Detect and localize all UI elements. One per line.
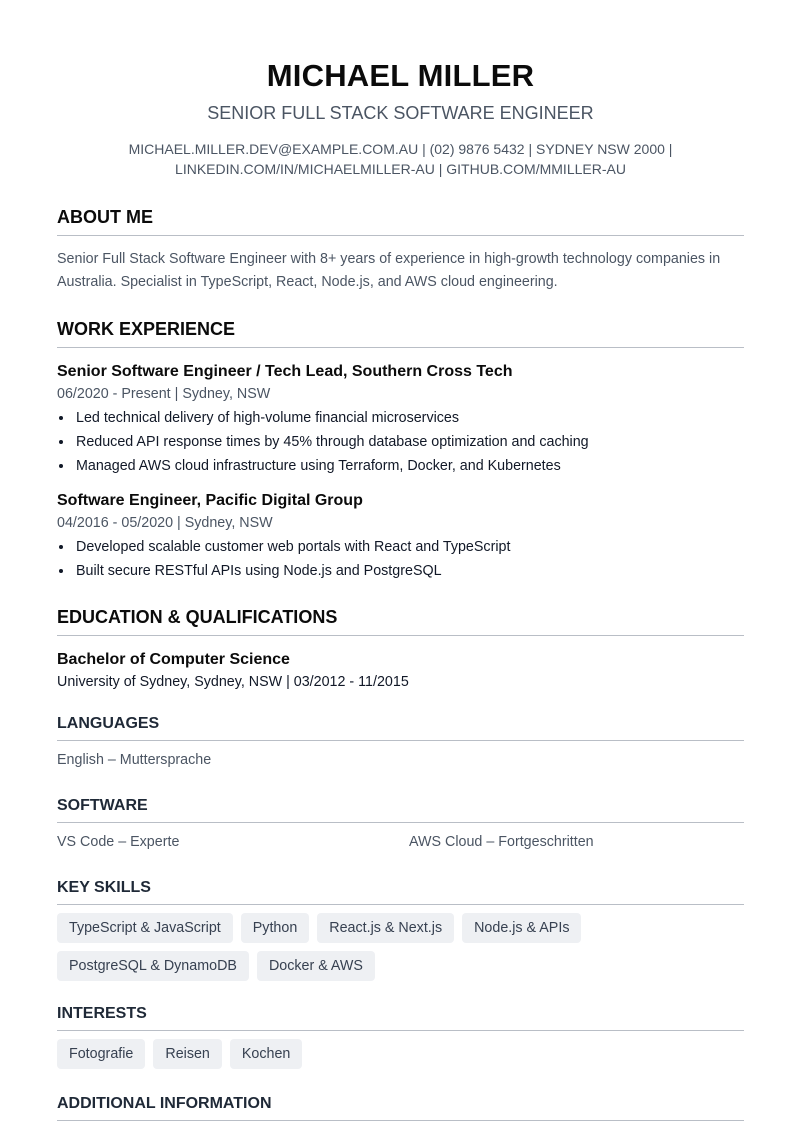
education-meta: University of Sydney, Sydney, NSW | 03/2012 - 11/2015 <box>57 674 409 690</box>
candidate-name: MICHAEL MILLER <box>266 58 535 93</box>
interest-tag: Reisen <box>153 1039 222 1069</box>
skill-tag: Docker & AWS <box>257 951 375 981</box>
job-title: Software Engineer, Pacific Digital Group <box>57 492 363 509</box>
skills-tag-list <box>57 913 744 981</box>
job-title: Senior Software Engineer / Tech Lead, Southern Cross Tech <box>57 363 513 380</box>
job-bullet: Developed scalable customer web portals with React and TypeScript <box>57 535 510 559</box>
contact-line-2: LINKEDIN.COM/IN/MICHAELMILLER-AU | GITHUB.COM/MMILLER-AU <box>175 161 626 177</box>
section-heading-skills: KEY SKILLS <box>57 878 744 905</box>
language-item: English – Muttersprache <box>57 752 212 768</box>
job-bullets <box>57 535 510 583</box>
interest-tag: Kochen <box>230 1039 303 1069</box>
section-heading-education: EDUCATION & QUALIFICATIONS <box>57 606 744 636</box>
skill-tag: Node.js & APIs <box>462 913 581 943</box>
section-heading-experience: WORK EXPERIENCE <box>57 318 744 348</box>
job-meta: 06/2020 - Present | Sydney, NSW <box>57 386 271 402</box>
section-heading-about: ABOUT ME <box>57 206 744 236</box>
section-heading-software: SOFTWARE <box>57 796 744 823</box>
section-heading-additional: ADDITIONAL INFORMATION <box>57 1094 744 1121</box>
interest-tag: Fotografie <box>57 1039 145 1069</box>
job-bullets <box>57 406 589 478</box>
interests-tag-list <box>57 1039 744 1069</box>
job-bullet: Reduced API response times by 45% through database optimization and caching <box>57 430 589 454</box>
skill-tag: Python <box>241 913 310 943</box>
software-item: VS Code – Experte <box>57 834 180 850</box>
education-degree: Bachelor of Computer Science <box>57 651 290 668</box>
job-meta: 04/2016 - 05/2020 | Sydney, NSW <box>57 515 273 531</box>
job-bullet: Managed AWS cloud infrastructure using Terraform, Docker, and Kubernetes <box>57 454 589 478</box>
skill-tag: React.js & Next.js <box>317 913 454 943</box>
software-item: AWS Cloud – Fortgeschritten <box>409 834 594 850</box>
skill-tag: TypeScript & JavaScript <box>57 913 233 943</box>
section-heading-interests: INTERESTS <box>57 1004 744 1031</box>
section-heading-languages: LANGUAGES <box>57 714 744 741</box>
skill-tag: PostgreSQL & DynamoDB <box>57 951 249 981</box>
candidate-title: SENIOR FULL STACK SOFTWARE ENGINEER <box>207 103 594 123</box>
contact-line-1: MICHAEL.MILLER.DEV@EXAMPLE.COM.AU | (02) 9876 5432 | SYDNEY NSW 2000 | <box>128 141 673 157</box>
about-text: Senior Full Stack Software Engineer with 8+ years of experience in high-growth technology companies in Australia. Specialist in TypeScript, React, Node.js, and AWS cloud engineering. <box>57 251 721 290</box>
job-bullet: Built secure RESTful APIs using Node.js and PostgreSQL <box>57 559 510 583</box>
job-bullet: Led technical delivery of high-volume financial microservices <box>57 406 589 430</box>
resume-page <box>57 0 744 1131</box>
